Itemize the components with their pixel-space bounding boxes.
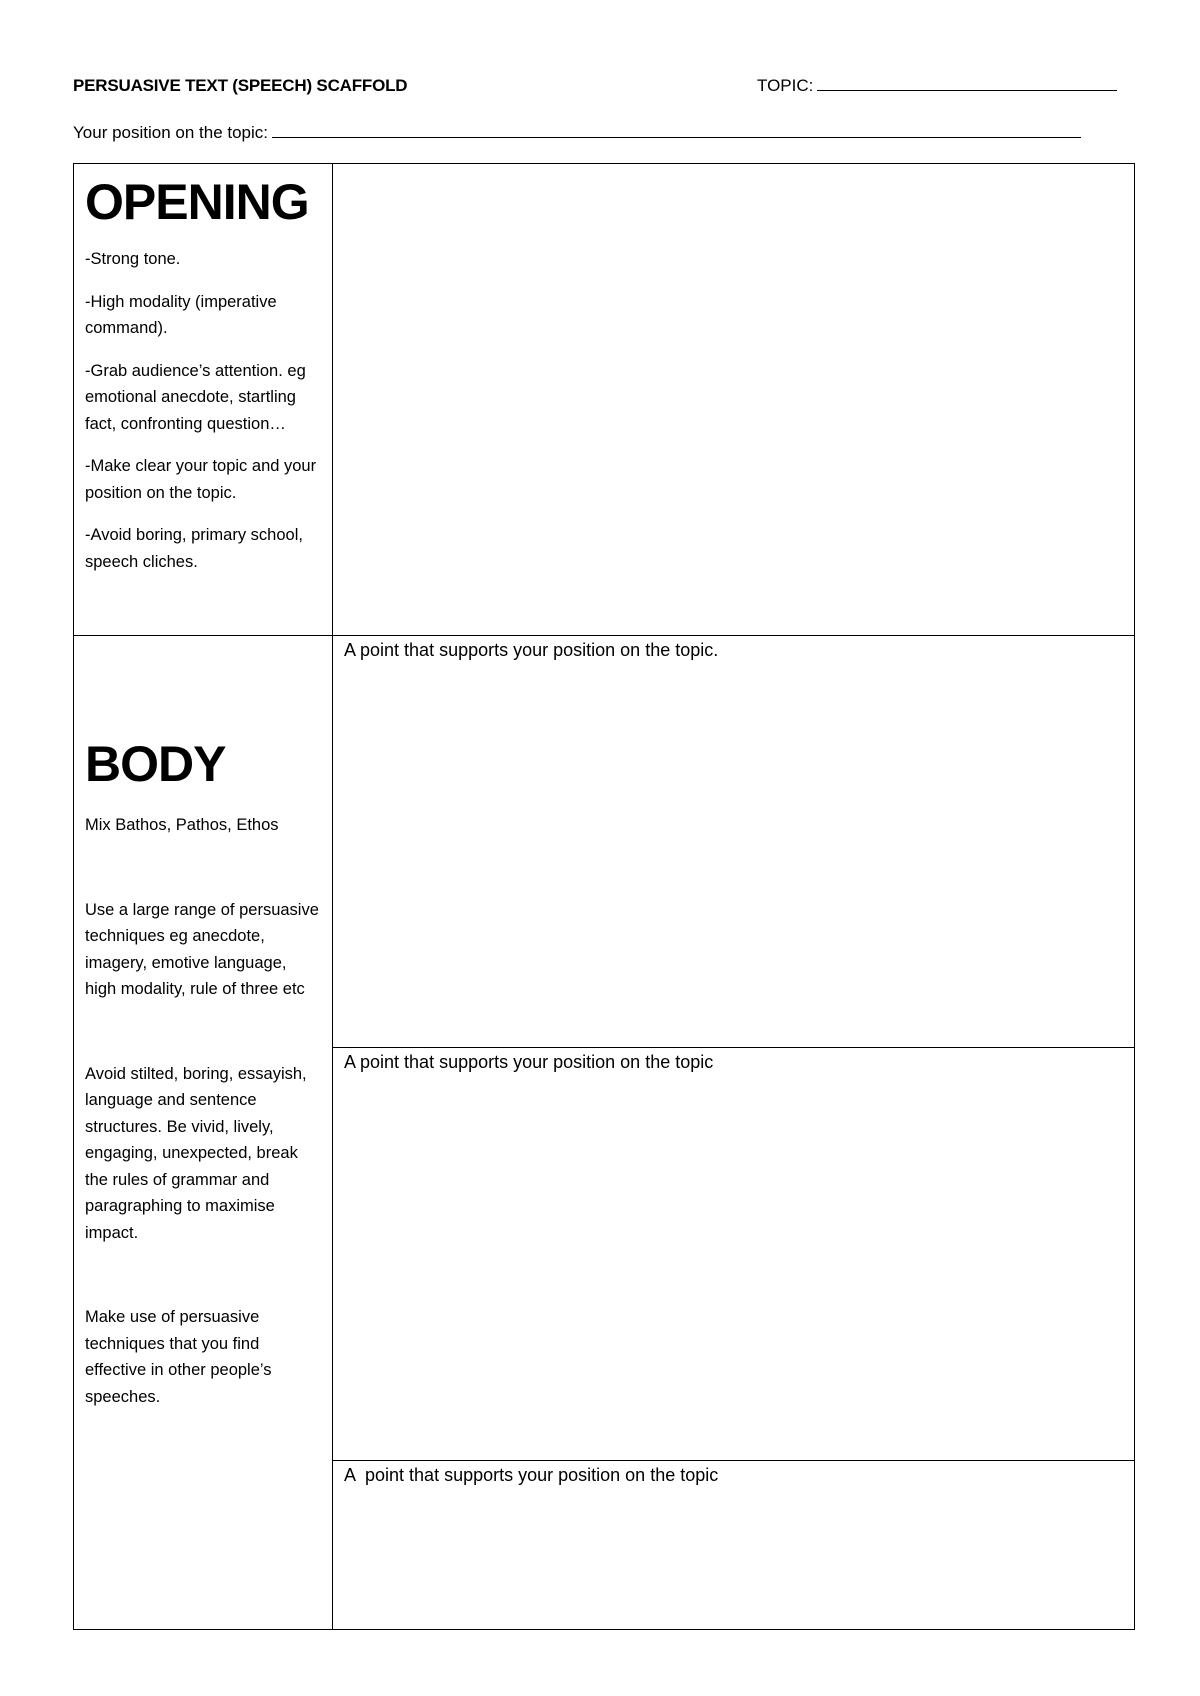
opening-note: -Grab audience’s attention. eg emotional anecdote, startling fact, confronting question… [85, 361, 306, 433]
column-divider [332, 164, 333, 1629]
body-note: Use a large range of persuasive techniques eg anecdote, imagery, emotive language, high modality, rule of three etc [85, 900, 319, 998]
body-note: Avoid stilted, boring, essayish, language and sentence structures. Be vivid, lively, engaging, unexpected, break the rules of grammar and paragraphing to maximise impact. [85, 1064, 307, 1242]
point-writing-area-2[interactable] [334, 1081, 1134, 1458]
point-writing-area-3[interactable] [334, 1494, 1134, 1629]
page-title: PERSUASIVE TEXT (SPEECH) SCAFFOLD [73, 76, 408, 95]
opening-guidance-cell [85, 174, 320, 591]
topic-blank-line[interactable] [817, 76, 1117, 91]
body-heading: BODY [85, 736, 226, 792]
point-writing-area-1[interactable] [334, 669, 1134, 1045]
position-label: Your position on the topic: [73, 123, 269, 142]
opening-note: -Avoid boring, primary school, speech cliches. [85, 526, 303, 571]
body-note: Mix Bathos, Pathos, Ethos [85, 816, 279, 834]
point-divider-1 [332, 1047, 1134, 1048]
opening-note: -Make clear your topic and your position on the topic. [85, 457, 317, 502]
position-blank-line[interactable] [272, 123, 1081, 138]
body-guidance-cell [85, 736, 320, 1410]
body-note: Make use of persuasive techniques that you find effective in other people’s speeches. [85, 1308, 272, 1406]
topic-label: TOPIC: [757, 76, 814, 95]
point-prompt-2: A point that supports your position on the topic [344, 1052, 714, 1072]
position-field[interactable] [73, 123, 1081, 143]
point-prompt-3: A point that supports your position on the topic [344, 1465, 719, 1485]
opening-writing-area[interactable] [334, 164, 1134, 634]
scaffold-table [73, 163, 1135, 1630]
opening-heading: OPENING [85, 174, 309, 230]
opening-body-divider [74, 635, 1134, 636]
opening-note: -Strong tone. [85, 250, 181, 268]
point-prompt-1: A point that supports your position on the topic. [344, 640, 719, 660]
point-divider-2 [332, 1460, 1134, 1461]
topic-field[interactable] [757, 76, 1117, 96]
opening-note: -High modality (imperative command). [85, 292, 277, 337]
